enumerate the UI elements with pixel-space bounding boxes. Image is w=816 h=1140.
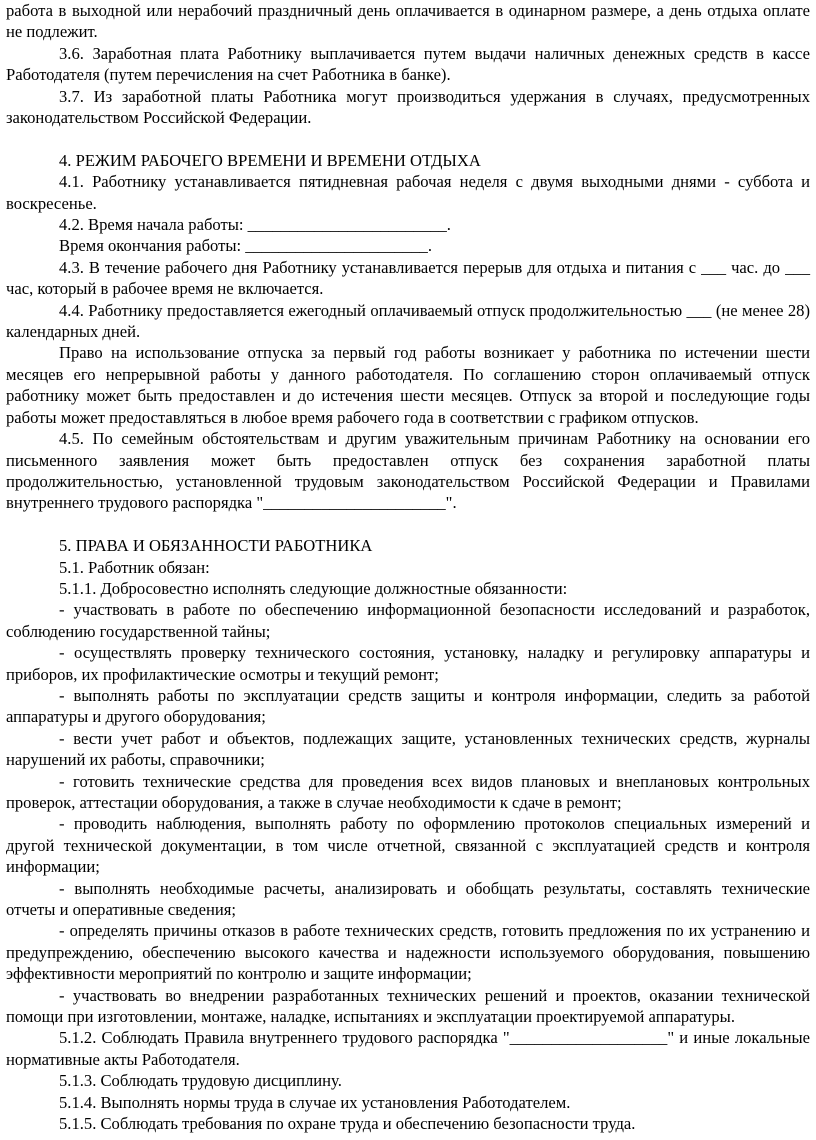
paragraph-5-1-5: 5.1.5. Соблюдать требования по охране труда и обеспечению безопасности труда.	[59, 1114, 636, 1134]
duty-item: - выполнять работы по эксплуатации средств защиты и контроля информации, следить за работой аппаратуры и другого оборудования;	[6, 685, 810, 727]
section-spacer	[6, 128, 810, 149]
paragraph-5-1-3: 5.1.3. Соблюдать трудовую дисциплину.	[59, 1071, 342, 1091]
paragraph-4-3: 4.3. В течение рабочего дня Работнику устанавливается перерыв для отдыха и питания с ___ час. до ___ час, который в рабочее время не включается.	[6, 257, 810, 299]
paragraph-5-1-1: 5.1.1. Добросовестно исполнять следующие должностные обязанности:	[59, 578, 568, 598]
paragraph-3-6: 3.6. Заработная плата Работнику выплачивается путем выдачи наличных денежных средств в кассе Работодателя (путем перечисления на счет Работника в банке).	[6, 43, 810, 85]
duty-item: - участвовать в работе по обеспечению информационной безопасности исследований и разработок, соблюдению государственной тайны;	[6, 600, 810, 641]
duty-item: - вести учет работ и объектов, подлежащих защите, установленных технических средств, журналы нарушений их работы, справочники;	[6, 728, 810, 770]
duty-item: - осуществлять проверку технического состояния, установку, наладку и регулировку аппаратуры и приборов, их профилактические осмотры и текущий ремонт;	[6, 643, 810, 684]
paragraph-3-5-continued: работа в выходной или нерабочий праздничный день оплачивается в одинарном размере, а день отдыха оплате не подлежит.	[6, 1, 810, 42]
section-heading-4: 4. РЕЖИМ РАБОЧЕГО ВРЕМЕНИ И ВРЕМЕНИ ОТДЫХА	[59, 150, 481, 170]
paragraph-4-5: 4.5. По семейным обстоятельствам и другим уважительным причинам Работнику на основании его письменного заявления может быть предоставлен отпуск без сохранения заработной платы продолжительностью, установленной трудовым законодательством Российской Федерации и Правилами внутреннего трудового распорядка "______________________".	[6, 429, 810, 513]
section-spacer	[6, 514, 810, 535]
paragraph-4-1: 4.1. Работнику устанавливается пятидневная рабочая неделя с двумя выходными днями - суббота и воскресенье.	[6, 172, 810, 213]
duty-item: - проводить наблюдения, выполнять работу по оформлению протоколов специальных измерений и другой технической документации, в том числе отчетной, связанной с эксплуатацией средств и контроля информации;	[6, 814, 810, 877]
duty-item: - выполнять необходимые расчеты, анализировать и обобщать результаты, составлять технические отчеты и оперативные сведения;	[6, 878, 810, 920]
paragraph-3-7: 3.7. Из заработной платы Работника могут производиться удержания в случаях, предусмотренных законодательством Российской Федерации.	[6, 86, 810, 128]
paragraph-5-1-2: 5.1.2. Соблюдать Правила внутреннего трудового распорядка "___________________" и иные локальные нормативные акты Работодателя.	[6, 1028, 810, 1069]
paragraph-4-4: 4.4. Работнику предоставляется ежегодный оплачиваемый отпуск продолжительностью ___ (не менее 28) календарных дней.	[6, 300, 810, 342]
paragraph-5-1: 5.1. Работник обязан:	[59, 557, 210, 577]
paragraph-work-end: Время окончания работы: ______________________.	[59, 236, 432, 256]
section-heading-5: 5. ПРАВА И ОБЯЗАННОСТИ РАБОТНИКА	[59, 536, 373, 556]
paragraph-4-2: 4.2. Время начала работы: ________________________.	[59, 215, 451, 235]
duty-item: - участвовать во внедрении разработанных технических решений и проектов, оказании технической помощи при изготовлении, монтаже, наладке, испытаниях и эксплуатации проектируемой аппаратуры.	[6, 985, 810, 1027]
duty-item: - готовить технические средства для проведения всех видов плановых и внеплановых контрольных проверок, аттестации оборудования, а также в случае необходимости к сдаче в ремонт;	[6, 771, 810, 812]
duty-item: - определять причины отказов в работе технических средств, готовить предложения по их устранению и предупреждению, обеспечению высокого качества и надежности используемого оборудования, повышению эффективности мероприятий по контролю и защите информации;	[6, 921, 810, 984]
paragraph-vacation-right: Право на использование отпуска за первый год работы возникает у работника по истечении шести месяцев его непрерывной работы у данного работодателя. По соглашению сторон оплачиваемый отпуск работнику может быть предоставлен и до истечения шести месяцев. Отпуск за второй и последующие годы работы может предоставляться в любое время рабочего года в соответствии с графиком отпусков.	[6, 343, 810, 427]
paragraph-5-1-4: 5.1.4. Выполнять нормы труда в случае их установления Работодателем.	[59, 1092, 571, 1112]
